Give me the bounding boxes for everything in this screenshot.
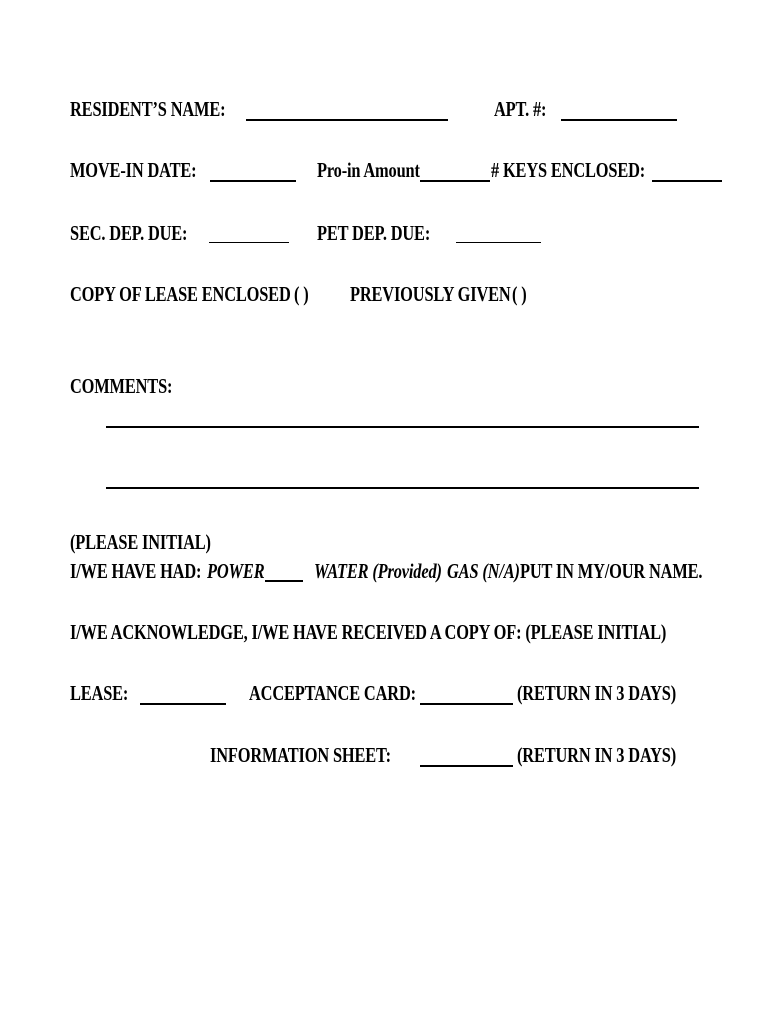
water-label: WATER (Provided) (314, 559, 442, 583)
power-initial-field[interactable] (265, 580, 303, 582)
iwe-have-had-label: I/WE HAVE HAD: (70, 559, 202, 583)
apt-label: APT. #: (494, 97, 547, 121)
lease-label: LEASE: (70, 681, 129, 705)
put-in-name-label: PUT IN MY/OUR NAME. (520, 559, 703, 583)
sec-dep-due-field[interactable] (209, 242, 289, 243)
power-label: POWER (207, 559, 265, 583)
comments-label: COMMENTS: (70, 374, 173, 398)
copy-of-lease-checkbox[interactable]: ( ) (294, 282, 309, 306)
information-sheet-label: INFORMATION SHEET: (210, 743, 391, 767)
previously-given-label: PREVIOUSLY GIVEN (350, 282, 511, 306)
acknowledge-label: I/WE ACKNOWLEDGE, I/WE HAVE RECEIVED A COPY OF: (PLEASE INITIAL) (70, 620, 667, 644)
move-in-date-field[interactable] (210, 180, 296, 182)
copy-of-lease-label: COPY OF LEASE ENCLOSED (70, 282, 291, 306)
sec-dep-due-label: SEC. DEP. DUE: (70, 221, 188, 245)
comments-line-2[interactable] (106, 487, 699, 489)
return-note-2: (RETURN IN 3 DAYS) (517, 743, 677, 767)
acceptance-card-initial-field[interactable] (420, 703, 513, 705)
previously-given-checkbox[interactable]: ( ) (512, 282, 527, 306)
lease-initial-field[interactable] (140, 703, 226, 705)
acceptance-card-label: ACCEPTANCE CARD: (249, 681, 416, 705)
please-initial-label: (PLEASE INITIAL) (70, 530, 211, 554)
residents-name-label: RESIDENT’S NAME: (70, 97, 226, 121)
keys-enclosed-label: # KEYS ENCLOSED: (491, 158, 646, 182)
move-in-date-label: MOVE-IN DATE: (70, 158, 197, 182)
pet-dep-due-label: PET DEP. DUE: (317, 221, 431, 245)
pro-in-amount-label: Pro-in Amount (317, 158, 420, 182)
information-sheet-initial-field[interactable] (420, 765, 513, 767)
apt-field[interactable] (561, 119, 677, 121)
pet-dep-due-field[interactable] (456, 242, 541, 243)
keys-enclosed-field[interactable] (652, 180, 722, 182)
gas-label: GAS (N/A) (447, 559, 520, 583)
return-note-1: (RETURN IN 3 DAYS) (517, 681, 677, 705)
pro-in-amount-field[interactable] (420, 180, 490, 182)
residents-name-field[interactable] (246, 119, 448, 121)
comments-line-1[interactable] (106, 426, 699, 428)
